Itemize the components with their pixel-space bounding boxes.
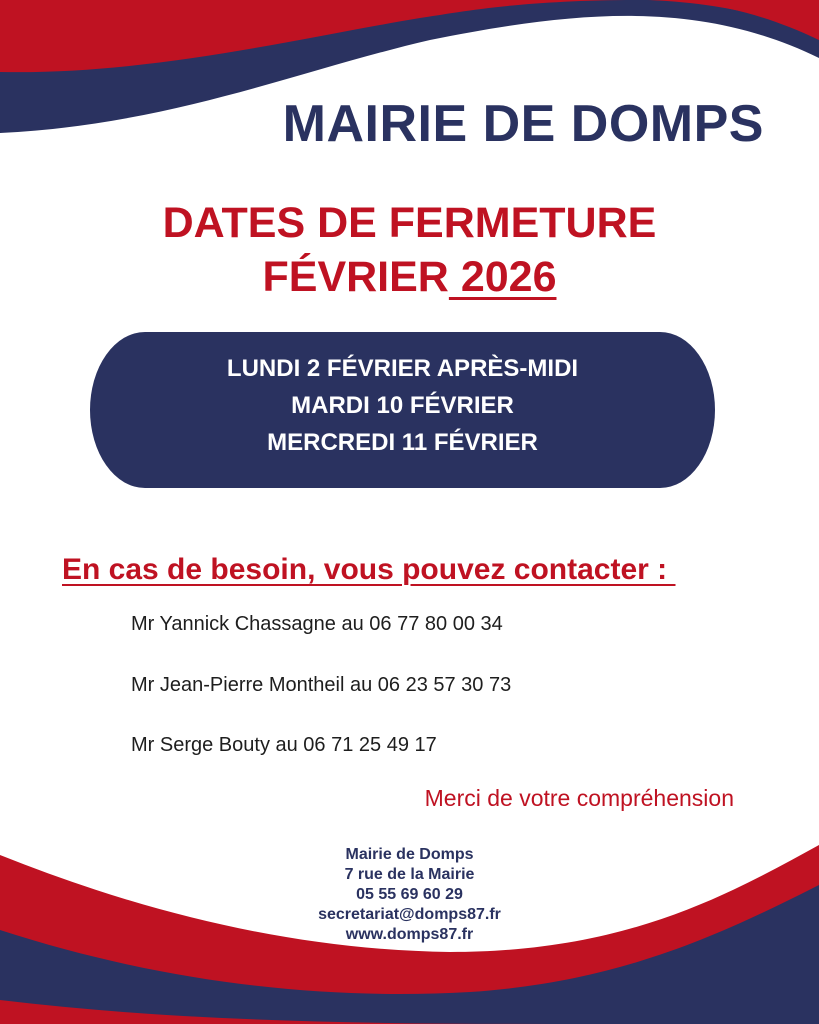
closure-heading-line2 [0, 250, 819, 304]
closure-heading-line1: DATES DE FERMETURE [162, 199, 657, 247]
closure-month: FÉVRIER [262, 253, 449, 301]
closure-year: 2026 [448, 253, 557, 301]
footer-email[interactable]: secretariat@domps87.fr [318, 906, 501, 923]
contact-person: Mr Yannick Chassagne au 06 77 80 00 34 [131, 613, 503, 635]
contact-person: Mr Jean-Pierre Montheil au 06 23 57 30 73 [131, 674, 512, 696]
contact-person: Mr Serge Bouty au 06 71 25 49 17 [131, 734, 437, 756]
closure-dates-list [90, 350, 715, 461]
footer-phone: 05 55 69 60 29 [356, 886, 463, 903]
closure-date-item: MERCREDI 11 FÉVRIER [267, 429, 538, 456]
footer-contact-block [0, 845, 819, 945]
thanks-message: Merci de votre compréhension [424, 785, 734, 811]
footer-address: 7 rue de la Mairie [344, 866, 475, 883]
closure-date-item: LUNDI 2 FÉVRIER APRÈS-MIDI [226, 355, 579, 382]
footer-name: Mairie de Domps [345, 846, 474, 863]
footer-website[interactable]: www.domps87.fr [345, 926, 474, 943]
closure-heading [0, 196, 819, 304]
page-title: MAIRIE DE DOMPS [282, 95, 764, 153]
closure-date-item: MARDI 10 FÉVRIER [291, 392, 514, 419]
contact-heading: En cas de besoin, vous pouvez contacter : [62, 553, 676, 586]
